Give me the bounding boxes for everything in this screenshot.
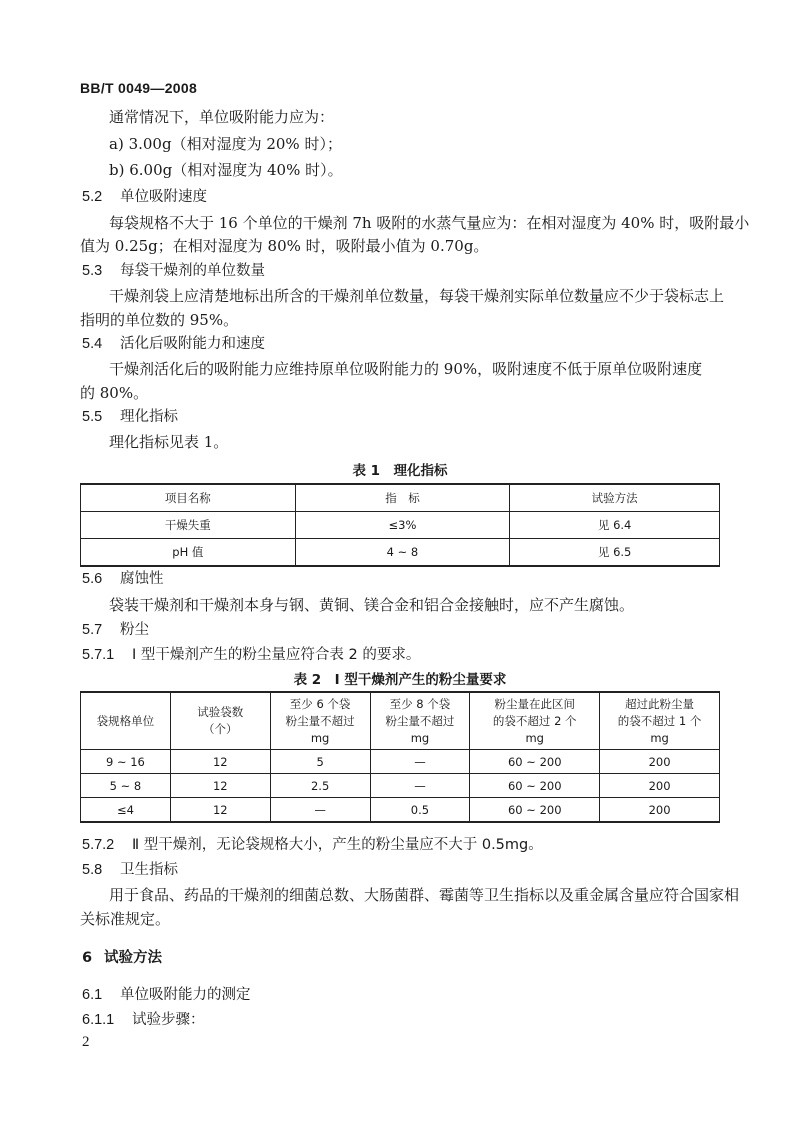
section-number: 6.1.1 <box>82 1012 115 1028</box>
section-number: 5.6 <box>82 571 103 587</box>
section-title: 每袋干燥剂的单位数量 <box>120 263 265 279</box>
header-line: mg <box>310 730 330 745</box>
header-line: mg <box>410 730 430 745</box>
table-2-caption: 表 2 Ⅰ 型干燥剂产生的粉尘量要求 <box>293 672 507 688</box>
section-5-4-line-2: 的 80%。 <box>80 384 149 402</box>
section-6-heading <box>82 946 162 967</box>
section-title: 单位吸附速度 <box>120 189 207 205</box>
section-title: 活化后吸附能力和速度 <box>120 336 265 352</box>
table-cell: 见 6.5 <box>510 539 720 567</box>
section-5-3-line-2: 指明的单位数的 95%。 <box>80 311 239 329</box>
intro-item-a: a) 3.00g（相对湿度为 20% 时）； <box>109 135 342 153</box>
section-number: 5.4 <box>82 336 103 352</box>
section-number: 5.8 <box>82 862 103 878</box>
header-cell <box>470 692 600 750</box>
table-cell: ≤3% <box>295 512 510 539</box>
section-5-3-line-1: 干燥剂袋上应清楚地标出所含的干燥剂单位数量，每袋干燥剂实际单位数量应不少于袋标志上 <box>109 287 725 305</box>
table-1-caption: 表 1 理化指标 <box>352 463 448 479</box>
table-cell: 12 <box>170 750 270 774</box>
section-text: Ⅱ 型干燥剂，无论袋规格大小，产生的粉尘量应不大于 0.5mg。 <box>132 837 543 853</box>
header-line: 至少 8 个袋 <box>389 696 451 711</box>
header-line: 粉尘量在此区间 <box>494 696 575 711</box>
table-cell: ≤4 <box>81 798 171 823</box>
header-cell <box>600 692 720 750</box>
section-5-8-line-1: 用于食品、药品的干燥剂的细菌总数、大肠菌群、霉菌等卫生指标以及重金属含量应符合国家相 <box>109 886 740 904</box>
table-cell: 见 6.4 <box>510 512 720 539</box>
table-2 <box>80 691 720 823</box>
header-cell: 指 标 <box>295 484 510 512</box>
table-cell: 5 ~ 8 <box>81 774 171 798</box>
header-line: 的袋不超过 2 个 <box>492 713 577 728</box>
table-header-row <box>81 692 720 750</box>
section-5-4-heading <box>82 334 265 354</box>
table-cell: 9 ~ 16 <box>81 750 171 774</box>
section-title: 试验方法 <box>104 950 162 966</box>
table-cell: pH 值 <box>81 539 296 567</box>
table-row <box>81 774 720 798</box>
table-cell: 200 <box>600 798 720 823</box>
table-cell: 200 <box>600 774 720 798</box>
table-row <box>81 539 720 567</box>
section-6-1-heading <box>82 985 251 1005</box>
section-6-1-1-heading <box>82 1010 205 1030</box>
header-line: （个） <box>203 722 238 736</box>
section-number: 5.7 <box>82 622 103 638</box>
table-cell: 干燥失重 <box>81 512 296 539</box>
table-cell: — <box>370 750 470 774</box>
table-cell: — <box>370 774 470 798</box>
header-cell <box>81 692 171 750</box>
header-line: 的袋不超过 1 个 <box>617 713 702 728</box>
section-5-6-line-1: 袋装干燥剂和干燥剂本身与钢、黄铜、镁合金和铝合金接触时，应不产生腐蚀。 <box>109 596 635 614</box>
header-cell <box>370 692 470 750</box>
section-number: 6.1 <box>82 987 103 1003</box>
section-5-7-2 <box>82 835 543 855</box>
section-5-7-1 <box>82 645 420 665</box>
section-5-2-heading <box>82 187 207 207</box>
document-id: BB/T 0049—2008 <box>80 80 198 96</box>
section-number: 6 <box>82 950 93 966</box>
section-number: 5.7.2 <box>82 837 115 853</box>
table-cell: 60 ~ 200 <box>470 750 600 774</box>
header-cell: 项目名称 <box>81 484 296 512</box>
table-cell: 5 <box>270 750 370 774</box>
section-number: 5.2 <box>82 189 103 205</box>
table-cell: 0.5 <box>370 798 470 823</box>
header-line: 粉尘量不超过 <box>385 713 455 728</box>
table-cell: 60 ~ 200 <box>470 774 600 798</box>
table-row <box>81 512 720 539</box>
table-cell: 200 <box>600 750 720 774</box>
section-5-4-line-1: 干燥剂活化后的吸附能力应维持原单位吸附能力的 90%，吸附速度不低于原单位吸附速度 <box>109 360 703 378</box>
page-number: 2 <box>82 1034 90 1050</box>
table-cell: — <box>270 798 370 823</box>
table-1 <box>80 483 720 567</box>
intro-item-b: b) 6.00g（相对湿度为 40% 时）。 <box>109 161 343 179</box>
section-title: 试验步骤： <box>132 1012 205 1028</box>
header-line: 袋规格单位 <box>96 713 155 728</box>
section-title: 单位吸附能力的测定 <box>120 987 251 1003</box>
header-cell: 试验方法 <box>510 484 720 512</box>
section-5-8-heading <box>82 860 178 880</box>
section-5-2-line-2: 值为 0.25g；在相对湿度为 80% 时，吸附最小值为 0.70g。 <box>80 237 489 255</box>
section-title: 粉尘 <box>120 622 149 638</box>
table-cell: 60 ~ 200 <box>470 798 600 823</box>
header-line: mg <box>650 730 669 745</box>
section-title: 卫生指标 <box>120 862 178 878</box>
intro-line: 通常情况下，单位吸附能力应为： <box>109 108 335 126</box>
section-5-6-heading <box>82 569 164 589</box>
table-row <box>81 798 720 823</box>
section-5-7-heading <box>82 620 149 640</box>
table-cell: 4 ~ 8 <box>295 539 510 567</box>
section-text: Ⅰ 型干燥剂产生的粉尘量应符合表 2 的要求。 <box>132 647 421 663</box>
section-5-8-line-2: 关标准规定。 <box>80 910 171 928</box>
table-cell: 12 <box>170 798 270 823</box>
section-number: 5.7.1 <box>82 647 115 663</box>
header-cell <box>270 692 370 750</box>
section-5-5-heading <box>82 407 178 427</box>
header-line: 超过此粉尘量 <box>625 696 695 711</box>
section-5-3-heading <box>82 261 265 281</box>
table-row <box>81 750 720 774</box>
section-number: 5.3 <box>82 263 103 279</box>
section-title: 理化指标 <box>120 409 178 425</box>
table-header-row <box>81 484 720 512</box>
section-title: 腐蚀性 <box>120 571 164 587</box>
table-cell: 2.5 <box>270 774 370 798</box>
header-line: 试验袋数 <box>197 705 244 719</box>
section-number: 5.5 <box>82 409 103 425</box>
header-line: mg <box>525 730 544 745</box>
header-line: 粉尘量不超过 <box>285 713 355 728</box>
header-line: 至少 6 个袋 <box>289 696 351 711</box>
header-cell <box>170 692 270 750</box>
section-5-2-line-1: 每袋规格不大于 16 个单位的干燥剂 7h 吸附的水蒸气量应为：在相对湿度为 40% 时，吸附最小 <box>109 214 750 232</box>
section-5-5-line-1: 理化指标见表 1。 <box>109 433 229 451</box>
table-cell: 12 <box>170 774 270 798</box>
